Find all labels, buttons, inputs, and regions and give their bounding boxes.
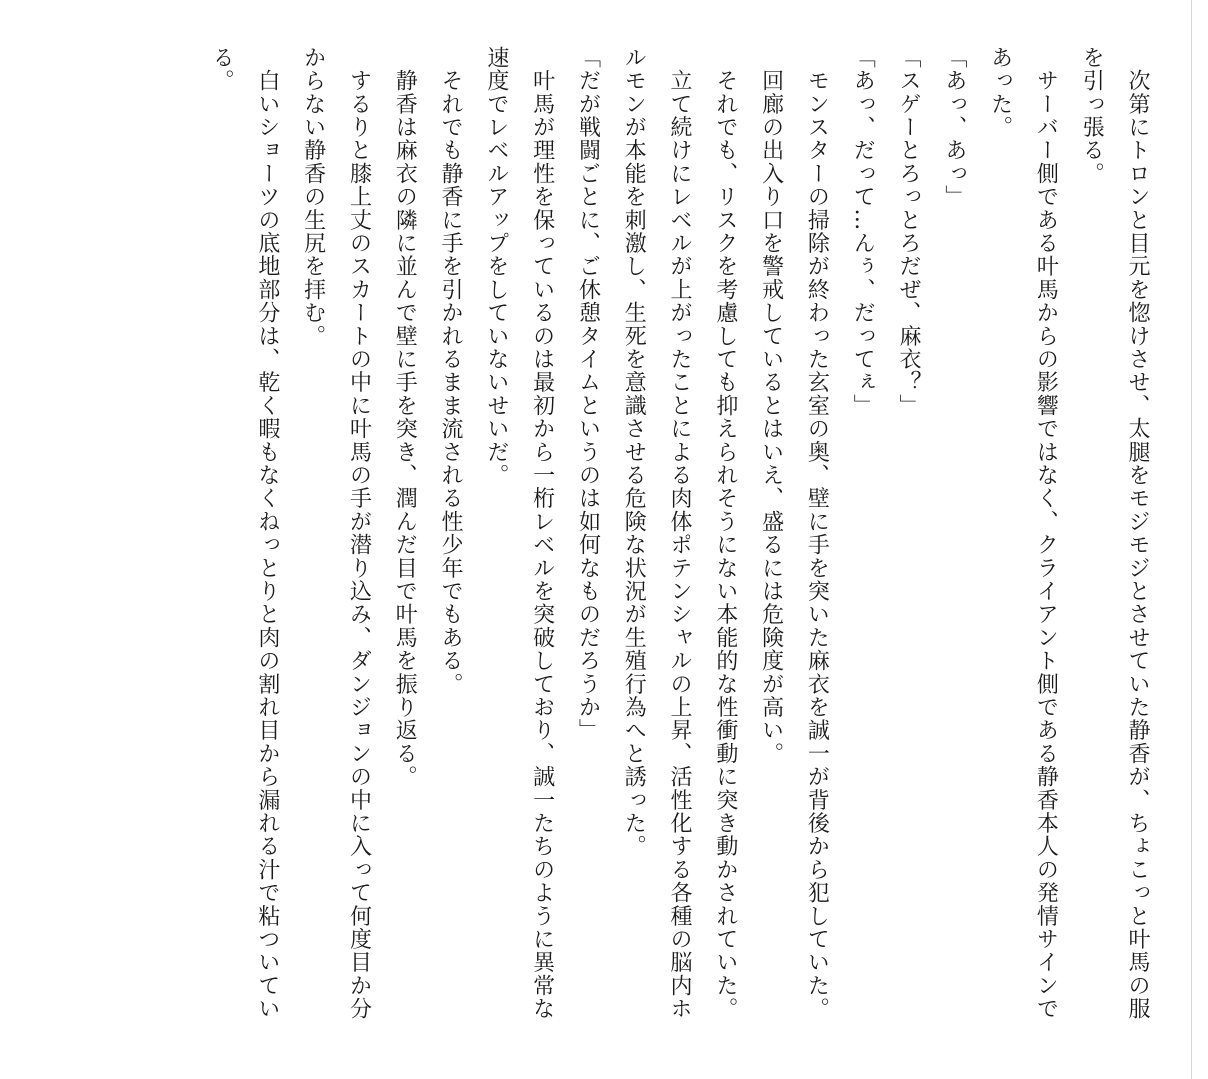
paragraph: サーバー側である叶馬からの影響ではなく、クライアント側である静香本人の発情サインであった。 [987,46,1059,1021]
paragraph: それでも、リスクを考慮しても抑えられそうにない本能的な性衝動に突き動かされていた。 [712,46,738,1021]
paragraph: 白いショーツの底地部分は、乾く暇もなくねっとりと肉の割れ目から漏れる汁で粘ついている。 [209,46,280,1021]
paragraph: それでも静香に手を引かれるまま流される性少年でもある。 [438,46,464,696]
paragraph: 立て続けにレベルが上がったことによる肉体ポテンシャルの上昇、活性化する各種の脳内ホルモンが本能を刺激し、生死を意識させる危険な状況が生殖行為へと誘った。 [621,46,693,1021]
paragraph: モンスターの掃除が終わった玄室の奥、壁に手を突いた麻衣を誠一が背後から犯していた。 [804,46,830,1021]
dialogue-line: 「あっ、だって…んぅ、だってぇ」 [850,46,876,418]
dialogue-line: 「だが戦闘ごとに、ご休憩タイムというのは如何なものだろうか」 [575,46,601,742]
paragraph: 次第にトロンと目元を惚けさせ、太腿をモジモジとさせていた静香が、ちょこっと叶馬の服を引っ張る。 [1079,46,1150,1021]
dialogue-line: 「あっ、あっ」 [941,46,967,209]
paragraph: 叶馬が理性を保っているのは最初から一桁レベルを突破しており、誠一たちのように異常な速度でレベルアップをしていないせいだ。 [483,46,555,1021]
paragraph: するりと膝上丈のスカートの中に叶馬の手が潜り込み、ダンジョンの中に入って何度目か分からない静香の生尻を拝む。 [300,46,372,1021]
page-edge-divider [1191,0,1192,1079]
dialogue-line: 「スゲーとろっとろだぜ、麻衣？」 [896,46,922,418]
paragraph: 静香は麻衣の隣に並んで壁に手を突き、潤んだ目で叶馬を振り返る。 [392,46,418,789]
paragraph: 回廊の出入り口を警戒しているとはいえ、盛るには危険度が高い。 [758,46,784,766]
vertical-text-body [198,46,1160,1036]
